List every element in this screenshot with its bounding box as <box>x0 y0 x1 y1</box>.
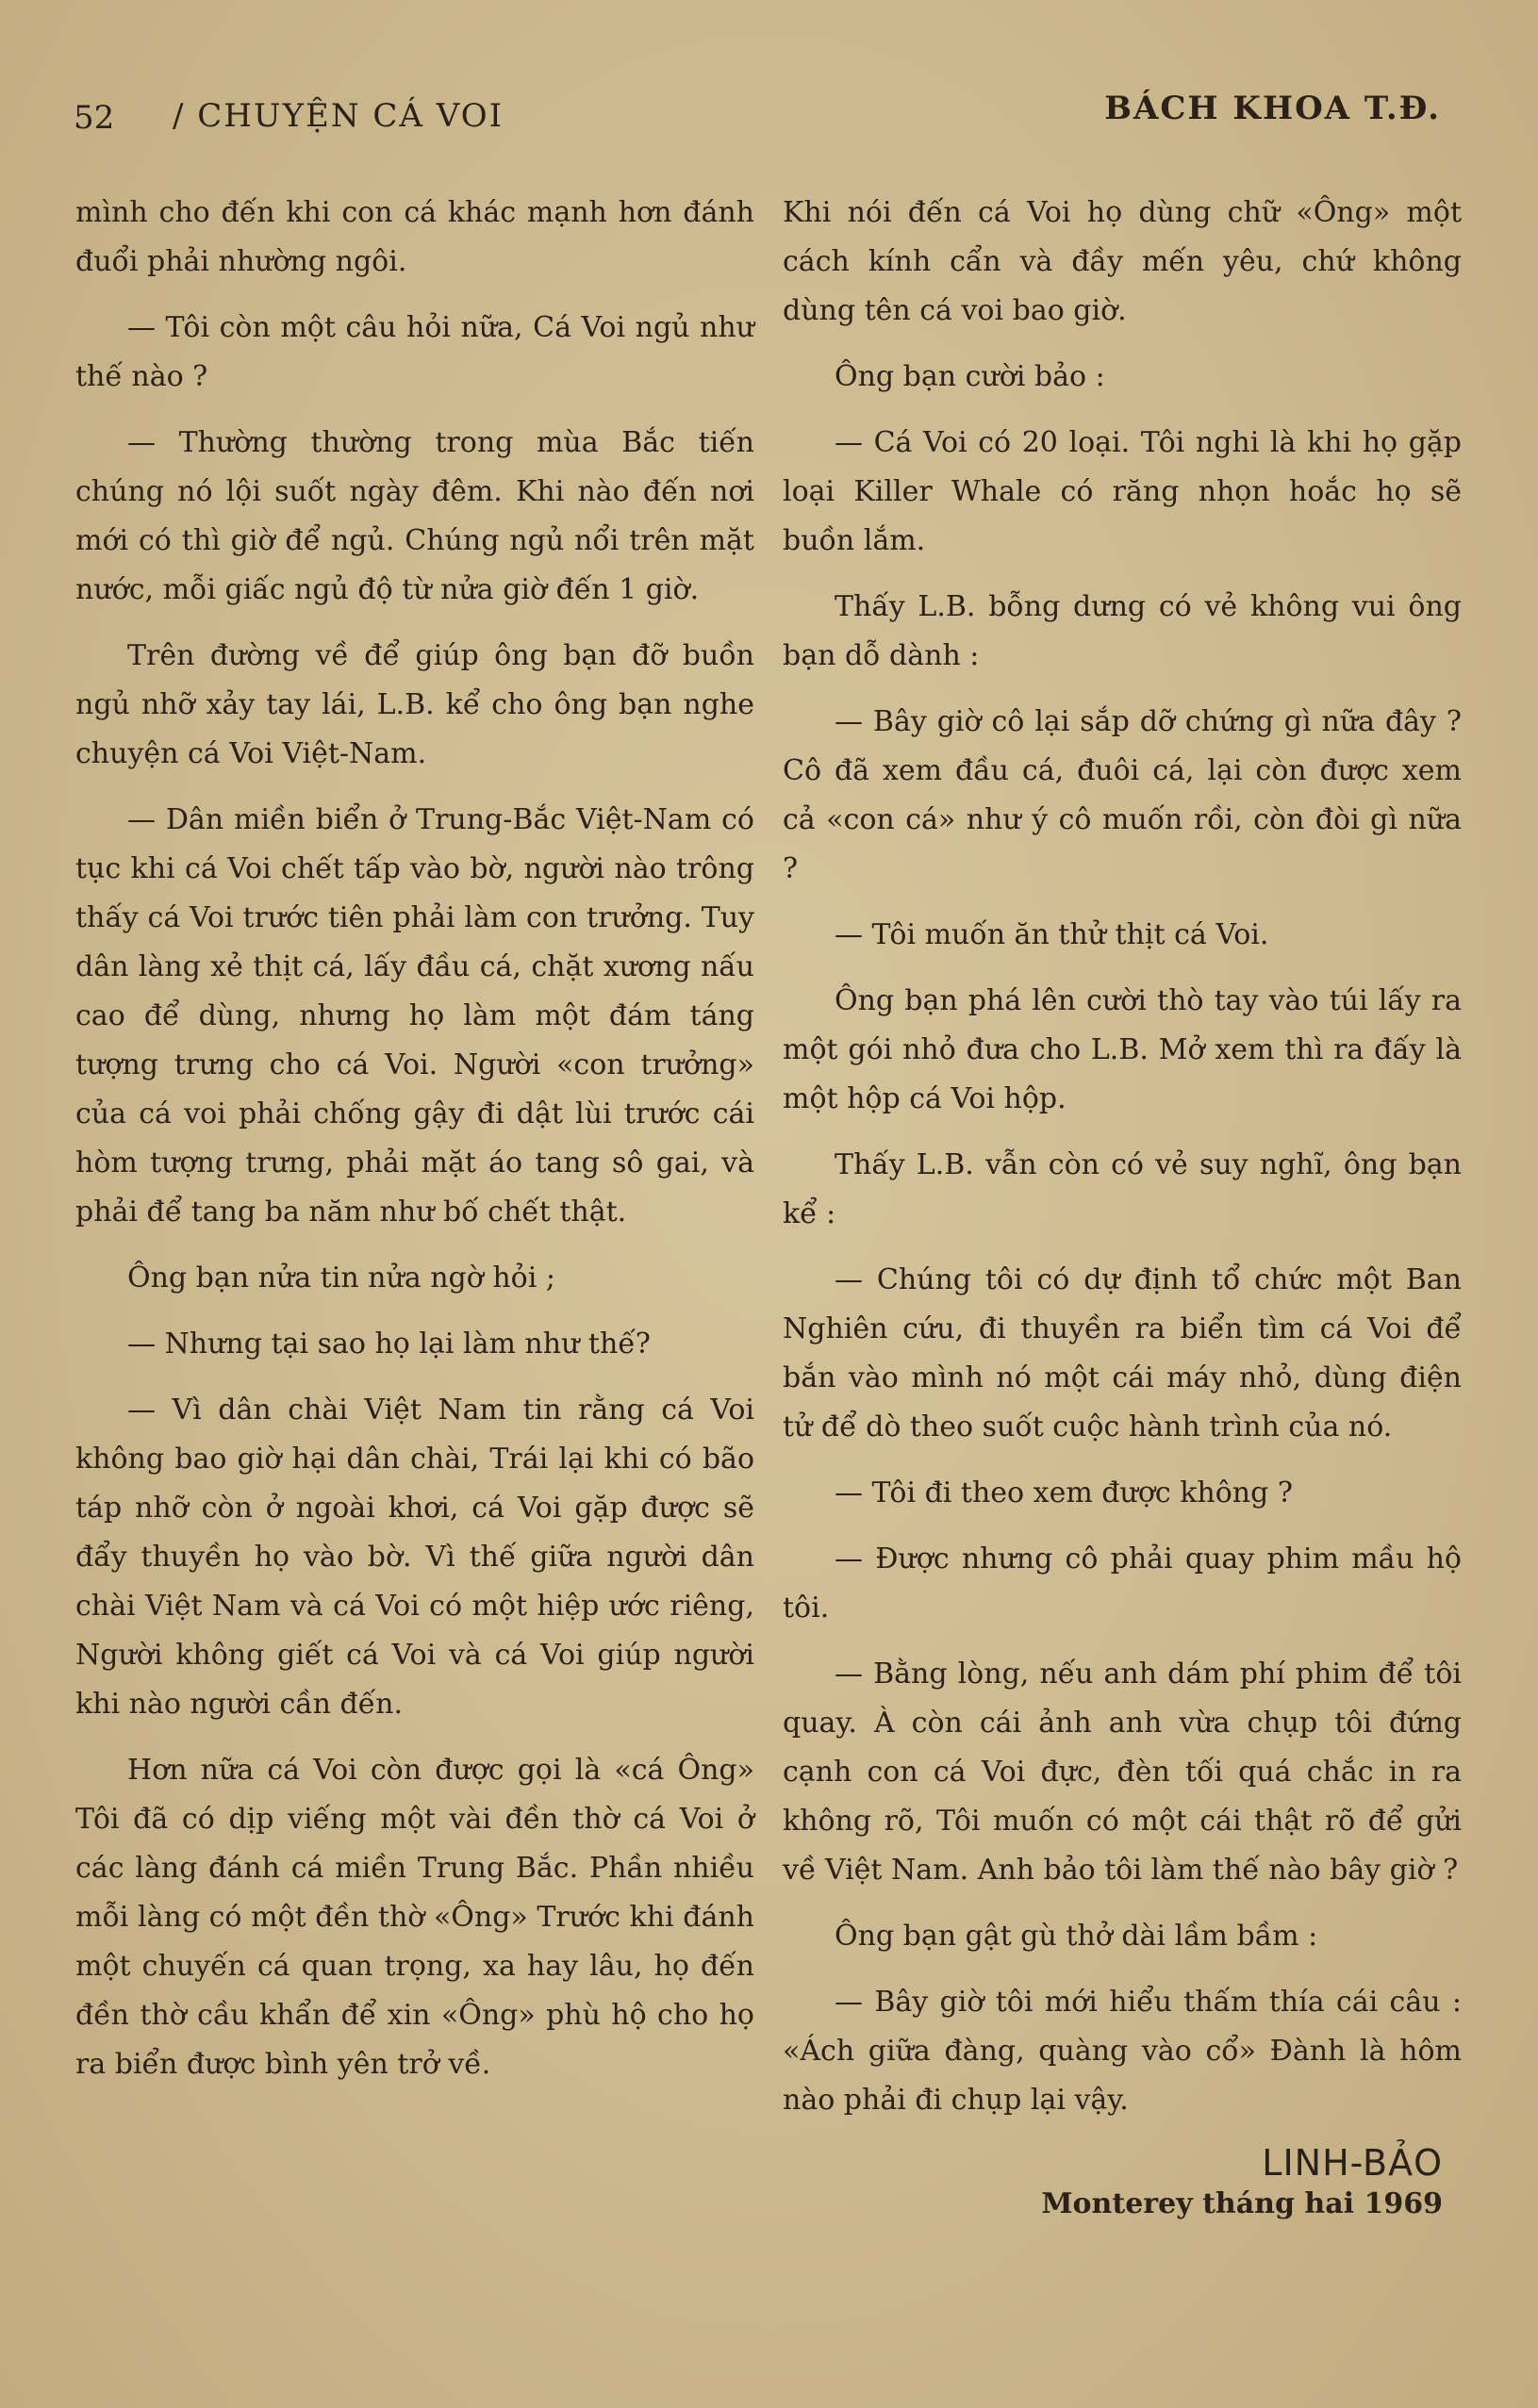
paragraph: — Chúng tôi có dự định tổ chức một Ban Nghiên cứu, đi thuyền ra biển tìm cá Voi để bắn vào mình nó một cái máy nhỏ, dùng điện tử để dò theo suốt cuộc hành trình của nó. <box>783 1263 1462 1443</box>
paragraph: Ông bạn phá lên cười thò tay vào túi lấy ra một gói nhỏ đưa cho L.B. Mở xem thì ra đấy là một hộp cá Voi hộp. <box>783 984 1462 1115</box>
right-column <box>783 189 1462 2220</box>
paragraph: Ông bạn gật gù thở dài lầm bầm : <box>835 1920 1318 1953</box>
paragraph: — Bây giờ tôi mới hiểu thấm thía cái câu : «Ách giữa đàng, quàng vào cổ» Đành là hôm nào phải đi chụp lại vậy. <box>783 1986 1462 2117</box>
paragraph: Thấy L.B. bỗng dưng có vẻ không vui ông bạn dỗ dành : <box>783 590 1462 672</box>
paragraph: — Nhưng tại sao họ lại làm như thế? <box>127 1328 651 1361</box>
article-title: / CHUYỆN CÁ VOI <box>173 97 504 135</box>
paragraph: Thấy L.B. vẫn còn có vẻ suy nghĩ, ông bạn kể : <box>783 1148 1462 1230</box>
paragraph: — Vì dân chài Việt Nam tin rằng cá Voi không bao giờ hại dân chài, Trái lại khi có bão táp nhỡ còn ở ngoài khơi, cá Voi gặp được sẽ đẩy thuyền họ vào bờ. Vì thế giữa người dân chài Việt Nam và cá Voi có một hiệp ước riêng, Người không giết cá Voi và cá Voi giúp người khi nào người cần đến. <box>75 1394 754 1721</box>
paragraph: — Tôi còn một câu hỏi nữa, Cá Voi ngủ như thế nào ? <box>75 311 754 393</box>
paragraph: — Bây giờ cô lại sắp dỡ chứng gì nữa đây ? Cô đã xem đầu cá, đuôi cá, lại còn được xem cả «con cá» như ý cô muốn rồi, còn đòi gì nữa ? <box>783 705 1462 885</box>
dateline: Monterey tháng hai 1969 <box>1041 2187 1443 2220</box>
paragraph: — Dân miền biển ở Trung-Bắc Việt-Nam có tục khi cá Voi chết tấp vào bờ, người nào trông thấy cá Voi trước tiên phải làm con trưởng. Tuy dân làng xẻ thịt cá, lấy đầu cá, chặt xương nấu cao để dùng, nhưng họ làm một đám táng tượng trưng cho cá Voi. Người «con trưởng» của cá voi phải chống gậy đi dật lùi trước cái hòm tượng trưng, phải mặt áo tang sô gai, và phải để tang ba năm như bố chết thật. <box>75 803 754 1229</box>
paragraph: Hơn nữa cá Voi còn được gọi là «cá Ông» Tôi đã có dịp viếng một vài đền thờ cá Voi ở các làng đánh cá miền Trung Bắc. Phần nhiều mỗi làng có một đền thờ «Ông» Trước khi đánh một chuyến cá quan trọng, xa hay lâu, họ đến đền thờ cầu khẩn để xin «Ông» phù hộ cho họ ra biển được bình yên trở về. <box>75 1754 754 2081</box>
paragraph: mình cho đến khi con cá khác mạnh hơn đánh đuổi phải nhường ngôi. <box>75 196 754 278</box>
page-number: 52 <box>74 99 115 137</box>
paragraph: Ông bạn nửa tin nửa ngờ hỏi ; <box>127 1262 555 1295</box>
paragraph: Ông bạn cười bảo : <box>835 360 1105 393</box>
paragraph: Trên đường về để giúp ông bạn đỡ buồn ngủ nhỡ xảy tay lái, L.B. kể cho ông bạn nghe chuyện cá Voi Việt-Nam. <box>75 639 754 770</box>
paragraph: — Tôi muốn ăn thử thịt cá Voi. <box>835 918 1269 951</box>
paragraph: — Tôi đi theo xem được không ? <box>835 1476 1293 1509</box>
page-header <box>74 90 1464 146</box>
author-signature: LINH-BẢO <box>1262 2142 1443 2184</box>
paragraph: — Thường thường trong mùa Bắc tiến chúng nó lội suốt ngày đêm. Khi nào đến nơi mới có thì giờ để ngủ. Chúng ngủ nổi trên mặt nước, mỗi giấc ngủ độ từ nửa giờ đến 1 giờ. <box>75 426 754 606</box>
journal-name: BÁCH KHOA T.Đ. <box>1104 90 1441 127</box>
paragraph: — Được nhưng cô phải quay phim mầu hộ tôi. <box>783 1542 1462 1625</box>
paragraph: Khi nói đến cá Voi họ dùng chữ «Ông» một cách kính cẩn và đầy mến yêu, chứ không dùng tên cá voi bao giờ. <box>783 196 1462 327</box>
paragraph: — Cá Voi có 20 loại. Tôi nghi là khi họ gặp loại Killer Whale có răng nhọn hoắc họ sẽ buồn lắm. <box>783 426 1462 557</box>
paragraph: — Bằng lòng, nếu anh dám phí phim để tôi quay. À còn cái ảnh anh vừa chụp tôi đứng cạnh con cá Voi đực, đèn tối quá chắc in ra không rõ, Tôi muốn có một cái thật rõ để gửi về Việt Nam. Anh bảo tôi làm thế nào bây giờ ? <box>783 1658 1462 1887</box>
left-column <box>75 189 754 2106</box>
